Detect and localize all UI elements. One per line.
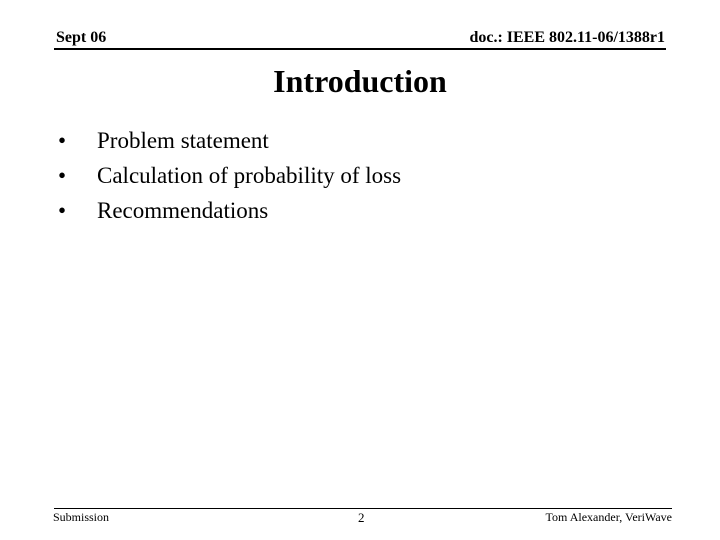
footer-submission: Submission (53, 510, 110, 524)
header-doc-id: doc.: IEEE 802.11-06/1388r1 (469, 29, 665, 46)
footer-page-number: 2 (358, 510, 365, 525)
footer-divider (54, 508, 672, 509)
bullet-icon: • (58, 128, 67, 153)
bullet-text: Problem statement (97, 128, 269, 153)
bullet-text: Recommendations (97, 198, 269, 223)
footer-author: Tom Alexander, VeriWave (545, 510, 672, 524)
bullet-icon: • (58, 198, 67, 223)
bullet-text: Calculation of probability of loss (97, 163, 402, 188)
header-date: Sept 06 (56, 29, 107, 46)
header-divider (54, 48, 666, 50)
bullet-icon: • (58, 163, 67, 188)
slide-title: Introduction (273, 63, 447, 99)
